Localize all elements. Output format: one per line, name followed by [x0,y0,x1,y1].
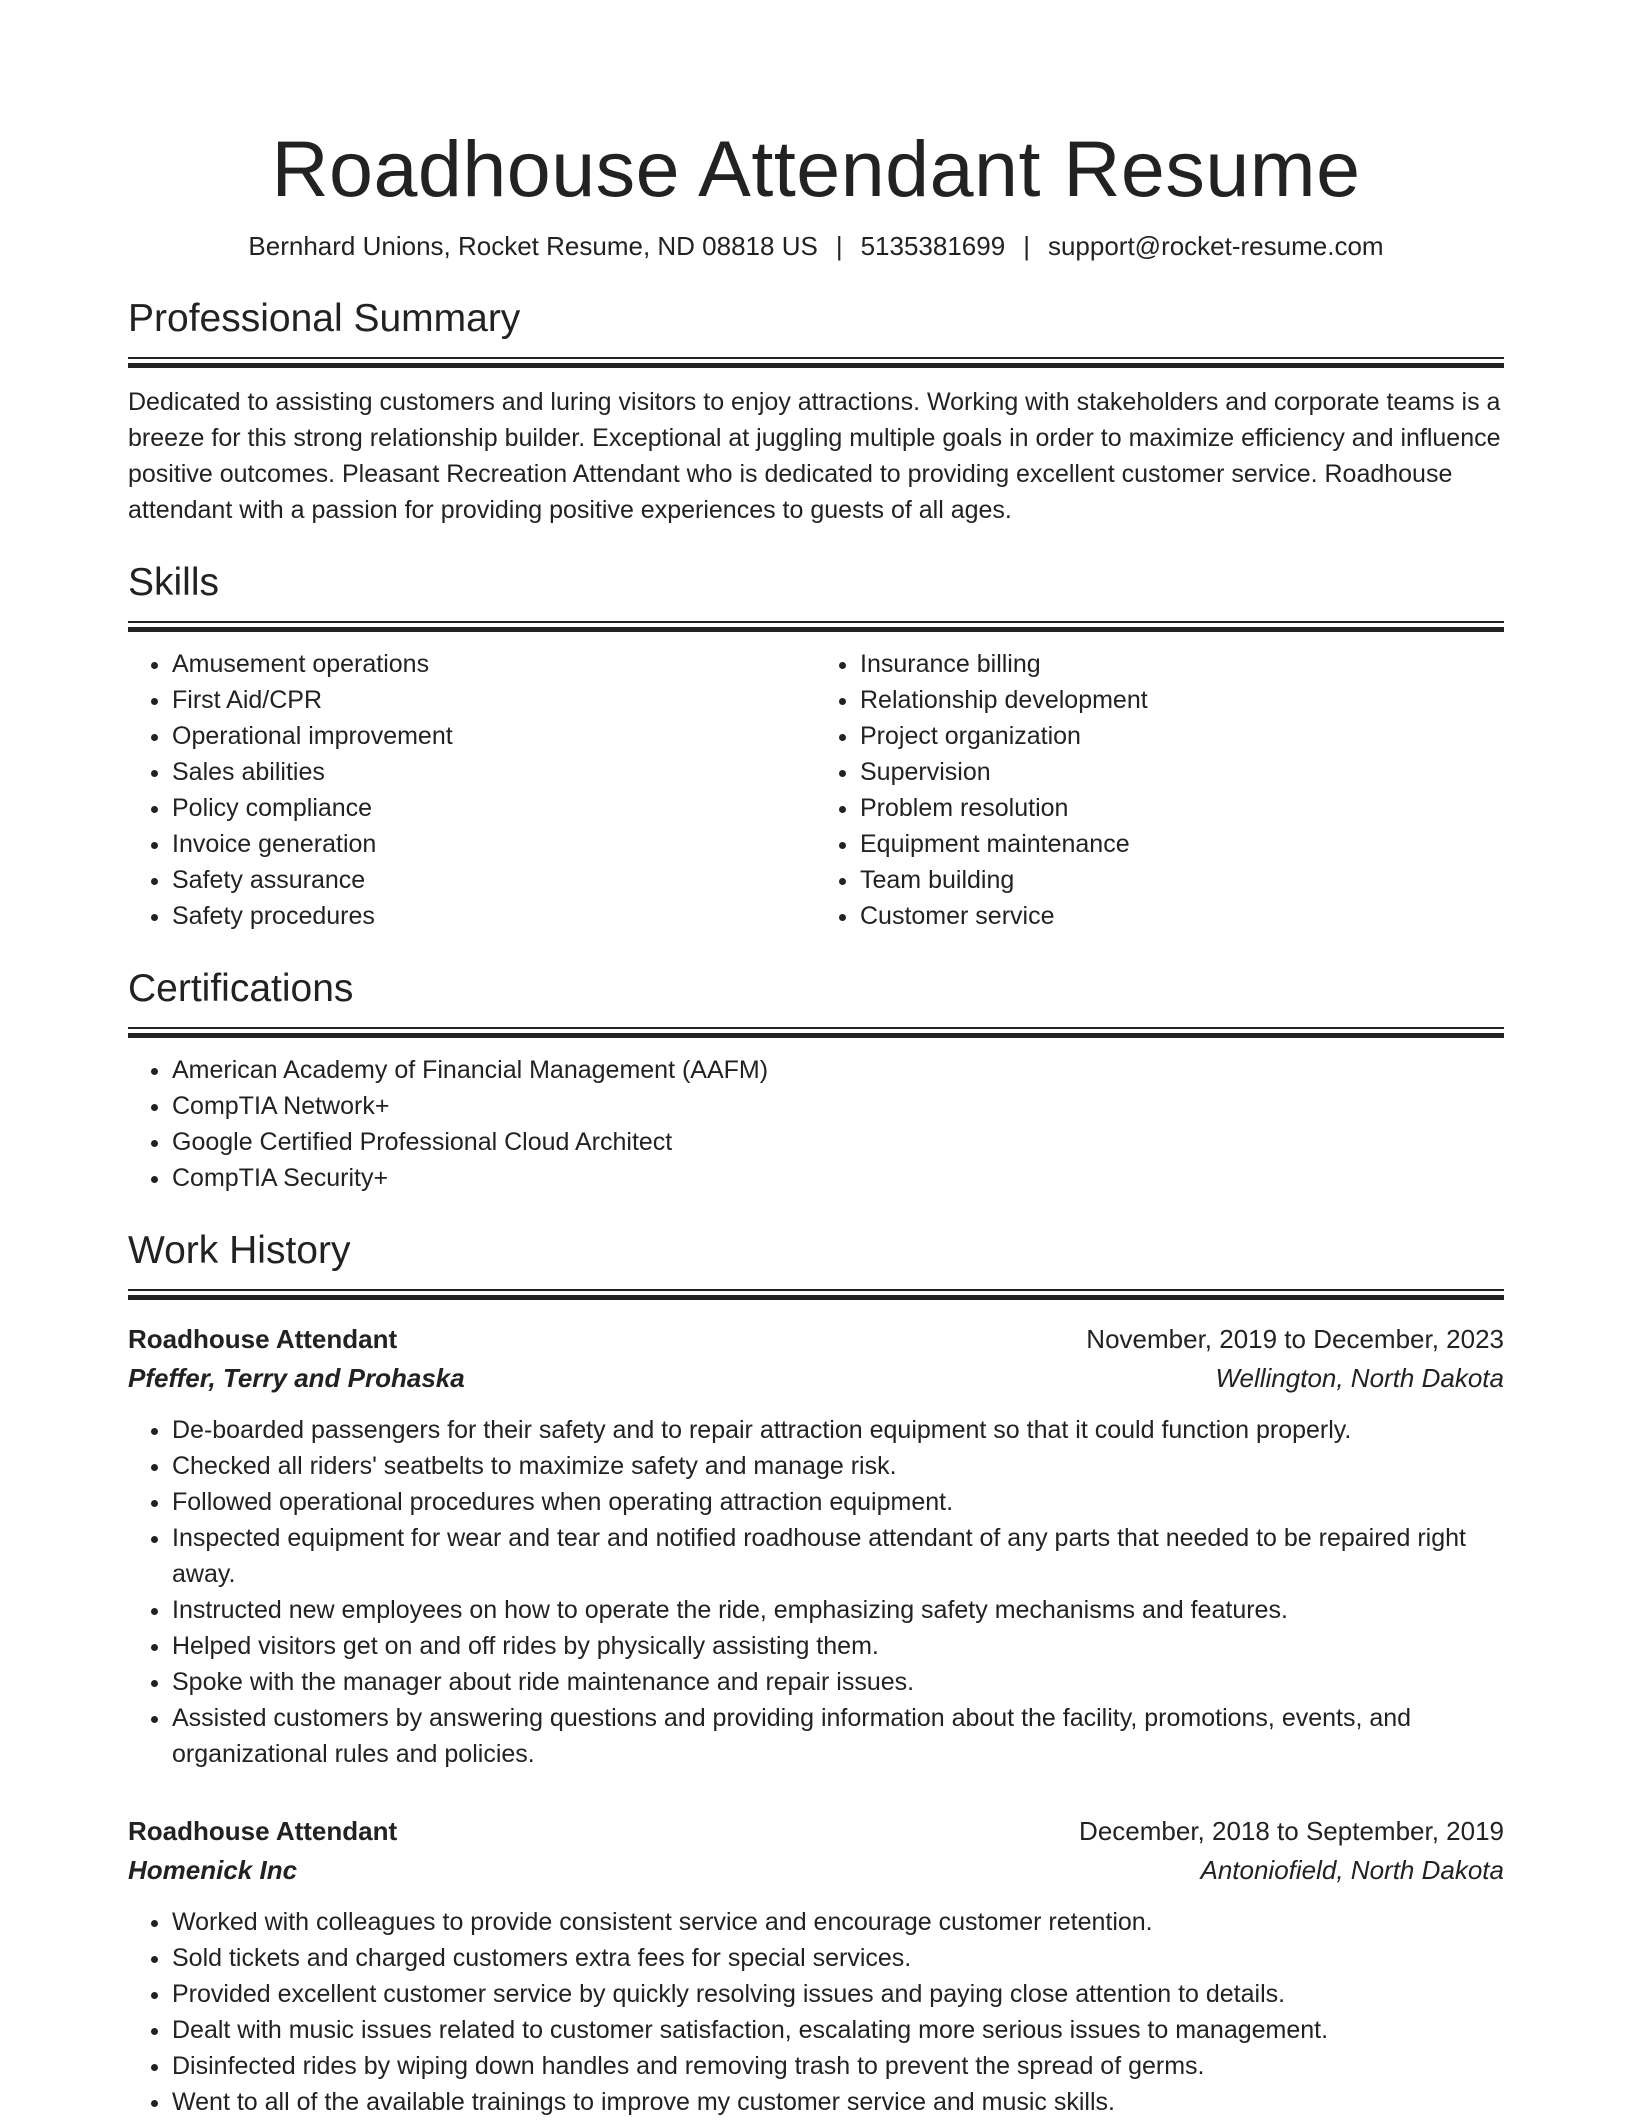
skill-item: • Relationship development [860,682,1504,718]
job-title: Roadhouse Attendant [128,1816,398,1846]
job-location: Wellington, North Dakota [1215,1363,1504,1393]
skill-item: • Policy compliance [172,790,816,826]
job-duty-item: • Provided excellent customer service by quickly resolving issues and paying close attention to details. [172,1976,1504,2012]
job-location: Antoniofield, North Dakota [1200,1855,1504,1885]
skill-item: • Invoice generation [172,826,816,862]
skill-item: • Insurance billing [860,646,1504,682]
skills-list-right [816,646,1504,934]
skill-item: • Supervision [860,754,1504,790]
contact-email: support@rocket-resume.com [1047,231,1384,261]
skill-item: • Safety procedures [172,898,816,934]
job-header-row [128,1320,1504,1359]
job-duty-item: • Worked with colleagues to provide consistent service and encourage customer retention. [172,1904,1504,1940]
job-duty-item: • Helped visitors get on and off rides by physically assisting them. [172,1628,1504,1664]
contact-separator: | [835,231,843,261]
contact-phone: 5135381699 [860,231,1006,261]
section-divider [128,621,1504,632]
job-company: Homenick Inc [128,1855,298,1885]
certifications-list [128,1052,1504,1196]
skill-item: • Operational improvement [172,718,816,754]
skill-item: • Customer service [860,898,1504,934]
certifications-section [128,964,1504,1196]
job-dates: November, 2019 to December, 2023 [1086,1324,1504,1354]
work-history-section [128,1226,1504,2120]
skill-item: • Sales abilities [172,754,816,790]
skills-grid [128,646,1504,934]
certification-item: • Google Certified Professional Cloud Architect [172,1124,1504,1160]
summary-text: Dedicated to assisting customers and luring visitors to enjoy attractions. Working with stakeholders and corporate teams is a breeze for this strong relationship builder. Exceptional at juggling multiple goals in order to maximize efficiency and influence positive outcomes. Pleasant Recreation Attendant who is dedicated to providing excellent customer service. Roadhouse attendant with a passion for providing positive experiences to guests of all ages. [128,388,1501,524]
section-divider [128,1289,1504,1300]
job-duty-item: • Disinfected rides by wiping down handles and removing trash to prevent the spread of germs. [172,2048,1504,2084]
job-duty-item: • Went to all of the available trainings to improve my customer service and music skills. [172,2084,1504,2120]
job-dates: December, 2018 to September, 2019 [1079,1816,1504,1846]
skill-item: • Amusement operations [172,646,816,682]
section-divider [128,1027,1504,1038]
certification-item: • CompTIA Network+ [172,1088,1504,1124]
job-duty-item: • Assisted customers by answering questions and providing information about the facility, promotions, events, and organizational rules and policies. [172,1700,1504,1772]
job-title: Roadhouse Attendant [128,1324,398,1354]
contact-address: Bernhard Unions, Rocket Resume, ND 08818 US [248,231,818,261]
job-entry [128,1320,1504,1772]
skill-item: • Safety assurance [172,862,816,898]
summary-heading: Professional Summary [128,297,521,340]
certification-item: • American Academy of Financial Management (AAFM) [172,1052,1504,1088]
job-duty-item: • Checked all riders' seatbelts to maximize safety and manage risk. [172,1448,1504,1484]
skill-item: • First Aid/CPR [172,682,816,718]
job-company: Pfeffer, Terry and Prohaska [128,1363,465,1393]
skills-list-left [128,646,816,934]
job-entry [128,1812,1504,2120]
skills-section [128,558,1504,934]
certifications-heading: Certifications [128,967,354,1010]
job-duties-list [128,1412,1504,1772]
job-header-row [128,1812,1504,1851]
job-subheader-row [128,1851,1504,1890]
job-duty-item: • Sold tickets and charged customers extra fees for special services. [172,1940,1504,1976]
skill-item: • Equipment maintenance [860,826,1504,862]
skill-item: • Problem resolution [860,790,1504,826]
work-history-heading: Work History [128,1229,351,1272]
section-divider [128,357,1504,368]
summary-section [128,294,1504,528]
resume-title: Roadhouse Attendant Resume [271,124,1361,213]
contact-line [128,228,1504,264]
job-duty-item: • Instructed new employees on how to operate the ride, emphasizing safety mechanisms and features. [172,1592,1504,1628]
job-duties-list [128,1904,1504,2120]
job-duty-item: • Spoke with the manager about ride maintenance and repair issues. [172,1664,1504,1700]
job-subheader-row [128,1359,1504,1398]
job-duty-item: • Inspected equipment for wear and tear and notified roadhouse attendant of any parts that needed to be repaired right away. [172,1520,1504,1592]
contact-separator: | [1023,231,1030,261]
job-duty-item: • De-boarded passengers for their safety and to repair attraction equipment so that it could function properly. [172,1412,1504,1448]
job-duty-item: • Followed operational procedures when operating attraction equipment. [172,1484,1504,1520]
skill-item: • Project organization [860,718,1504,754]
job-duty-item: • Dealt with music issues related to customer satisfaction, escalating more serious issues to management. [172,2012,1504,2048]
skill-item: • Team building [860,862,1504,898]
certification-item: • CompTIA Security+ [172,1160,1504,1196]
skills-heading: Skills [128,561,220,604]
